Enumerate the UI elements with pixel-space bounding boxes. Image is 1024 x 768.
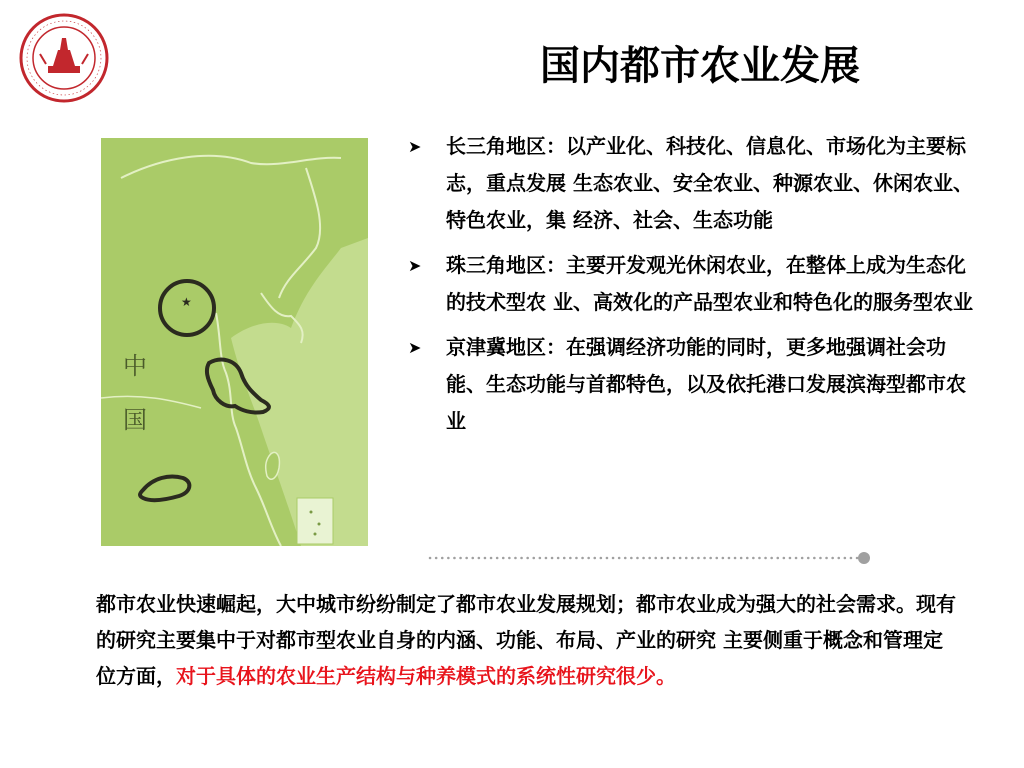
divider-end-dot (858, 552, 870, 564)
capital-star-icon: ★ (181, 295, 192, 309)
university-logo (18, 12, 110, 104)
arrow-right-icon: ➤ (408, 256, 422, 275)
region-bullet-list (402, 128, 982, 448)
bullet-yangtze-delta (402, 128, 982, 239)
bullet-text: 京津冀地区：在强调经济功能的同时，更多地强调社会功能、生态功能与首都特色，以及依托港口发展滨海型都市农业 (446, 335, 966, 433)
map-inset-dot (318, 523, 321, 526)
china-map (101, 138, 368, 546)
bullet-pearl-delta (402, 247, 982, 321)
map-inset-box (297, 498, 333, 544)
logo-book (48, 66, 80, 73)
bullet-text: 珠三角地区：主要开发观光休闲农业，在整体上成为生态化的技术型农 业、高效化的产品型农业和特色化的服务型农业 (446, 253, 973, 314)
page-title: 国内都市农业发展 (540, 43, 860, 89)
bullet-text: 长三角地区：以产业化、科技化、信息化、市场化为主要标志，重点发展 生态农业、安全农业、种源农业、休闲农业、特色农业，集 经济、社会、生态功能 (446, 134, 973, 232)
bullet-jingjinji (402, 329, 982, 440)
map-label-guo: 国 (123, 406, 147, 434)
map-inset-dot (314, 533, 317, 536)
summary-text: 都市农业快速崛起，大中城市纷纷制定了都市农业发展规划；都市农业成为强大的社会需求。现有的研究主要集中于对都市型农业自身的内涵、功能、布局、产业的研究 主要侧重于概念和管理定位方面， (96, 592, 956, 688)
map-inset-dot (310, 511, 313, 514)
arrow-right-icon: ➤ (408, 137, 422, 156)
summary-highlight-text: 对于具体的农业生产结构与种养模式的系统性研究很少。 (176, 664, 676, 688)
summary-paragraph (96, 586, 956, 694)
arrow-right-icon: ➤ (408, 338, 422, 357)
map-label-zhong: 中 (123, 352, 147, 380)
dotted-divider (428, 548, 874, 568)
